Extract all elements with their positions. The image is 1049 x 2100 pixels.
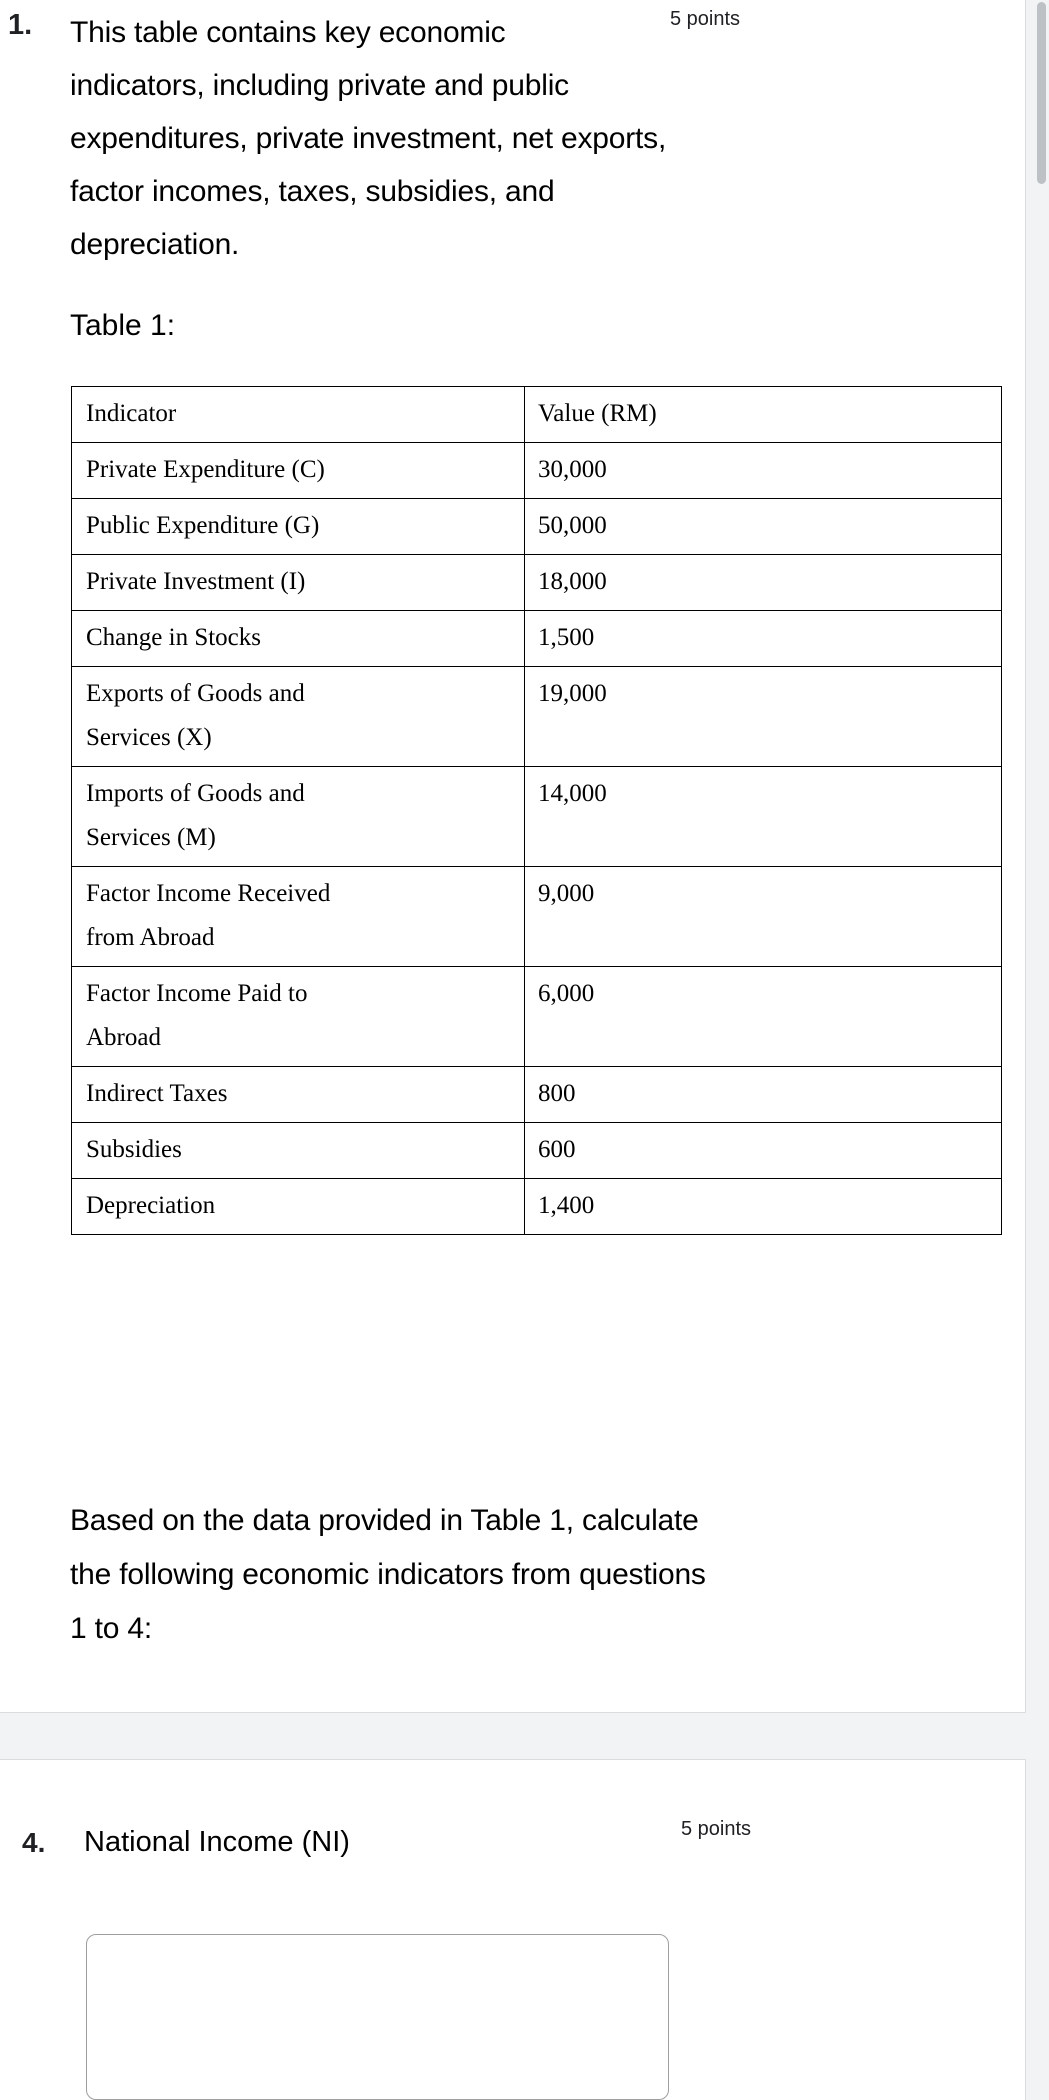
table-row	[72, 767, 1002, 867]
prompt-line: indicators, including private and public	[70, 69, 569, 102]
table-cell-indicator	[72, 867, 525, 967]
question-4-title: National Income (NI)	[84, 1826, 350, 1858]
prompt-line: This table contains key economic	[70, 16, 506, 49]
table-cell-indicator: Indirect Taxes	[72, 1067, 525, 1123]
cell-line-1: Factor Income Received	[86, 880, 331, 907]
instruction-line: 1 to 4:	[70, 1612, 152, 1645]
table-cell-indicator: Public Expenditure (G)	[72, 499, 525, 555]
table-cell-indicator	[72, 767, 525, 867]
table-header-value: Value (RM)	[525, 387, 1002, 443]
table-cell-value: 9,000	[525, 867, 1002, 967]
prompt-line: depreciation.	[70, 228, 240, 261]
table-row	[72, 1179, 1002, 1235]
table-row	[72, 1123, 1002, 1179]
prompt-line: factor incomes, taxes, subsidies, and	[70, 175, 555, 208]
table-cell-value: 1,400	[525, 1179, 1002, 1235]
economic-indicator-table	[71, 386, 1002, 1235]
table-row	[72, 667, 1002, 767]
question-4-answer-input[interactable]	[86, 1934, 669, 2100]
prompt-line: expenditures, private investment, net exports,	[70, 122, 667, 155]
question-1-number: 1.	[8, 9, 33, 41]
table-cell-value: 600	[525, 1123, 1002, 1179]
instruction-line: Based on the data provided in Table 1, calculate	[70, 1504, 699, 1537]
question-1-points-label: 5 points	[670, 8, 741, 30]
table-row	[72, 1067, 1002, 1123]
question-4-points-label: 5 points	[681, 1818, 752, 1840]
table-cell-indicator: Depreciation	[72, 1179, 525, 1235]
table-cell-indicator: Private Investment (I)	[72, 555, 525, 611]
table-header-indicator: Indicator	[72, 387, 525, 443]
question-1-prompt	[70, 6, 710, 271]
table-header-row	[72, 387, 1002, 443]
page-scrollbar-thumb[interactable]	[1037, 2, 1046, 184]
table-cell-value: 1,500	[525, 611, 1002, 667]
cell-line-1: Factor Income Paid to	[86, 980, 308, 1007]
cell-line-1: Imports of Goods and	[86, 780, 305, 807]
question-4-number: 4.	[22, 1827, 46, 1858]
table-cell-value: 18,000	[525, 555, 1002, 611]
table-row	[72, 443, 1002, 499]
page-scrollbar-track[interactable]	[1035, 0, 1049, 2100]
cell-line-2: Abroad	[86, 1024, 161, 1051]
cell-line-2: Services (X)	[86, 724, 212, 751]
question-1-instruction	[70, 1494, 770, 1656]
table-cell-indicator	[72, 967, 525, 1067]
table-cell-value: 6,000	[525, 967, 1002, 1067]
cell-line-2: Services (M)	[86, 824, 216, 851]
table-cell-value: 50,000	[525, 499, 1002, 555]
table-cell-value: 14,000	[525, 767, 1002, 867]
instruction-line: the following economic indicators from questions	[70, 1558, 706, 1591]
table-cell-indicator: Change in Stocks	[72, 611, 525, 667]
table-row	[72, 611, 1002, 667]
table-cell-indicator	[72, 667, 525, 767]
cell-line-2: from Abroad	[86, 924, 215, 951]
table-cell-value: 30,000	[525, 443, 1002, 499]
table-row	[72, 499, 1002, 555]
table-row	[72, 867, 1002, 967]
table-caption: Table 1:	[70, 309, 176, 342]
table-cell-indicator: Private Expenditure (C)	[72, 443, 525, 499]
table-row	[72, 555, 1002, 611]
table-cell-value: 800	[525, 1067, 1002, 1123]
table-cell-indicator: Subsidies	[72, 1123, 525, 1179]
table-cell-value: 19,000	[525, 667, 1002, 767]
cell-line-1: Exports of Goods and	[86, 680, 305, 707]
table-row	[72, 967, 1002, 1067]
